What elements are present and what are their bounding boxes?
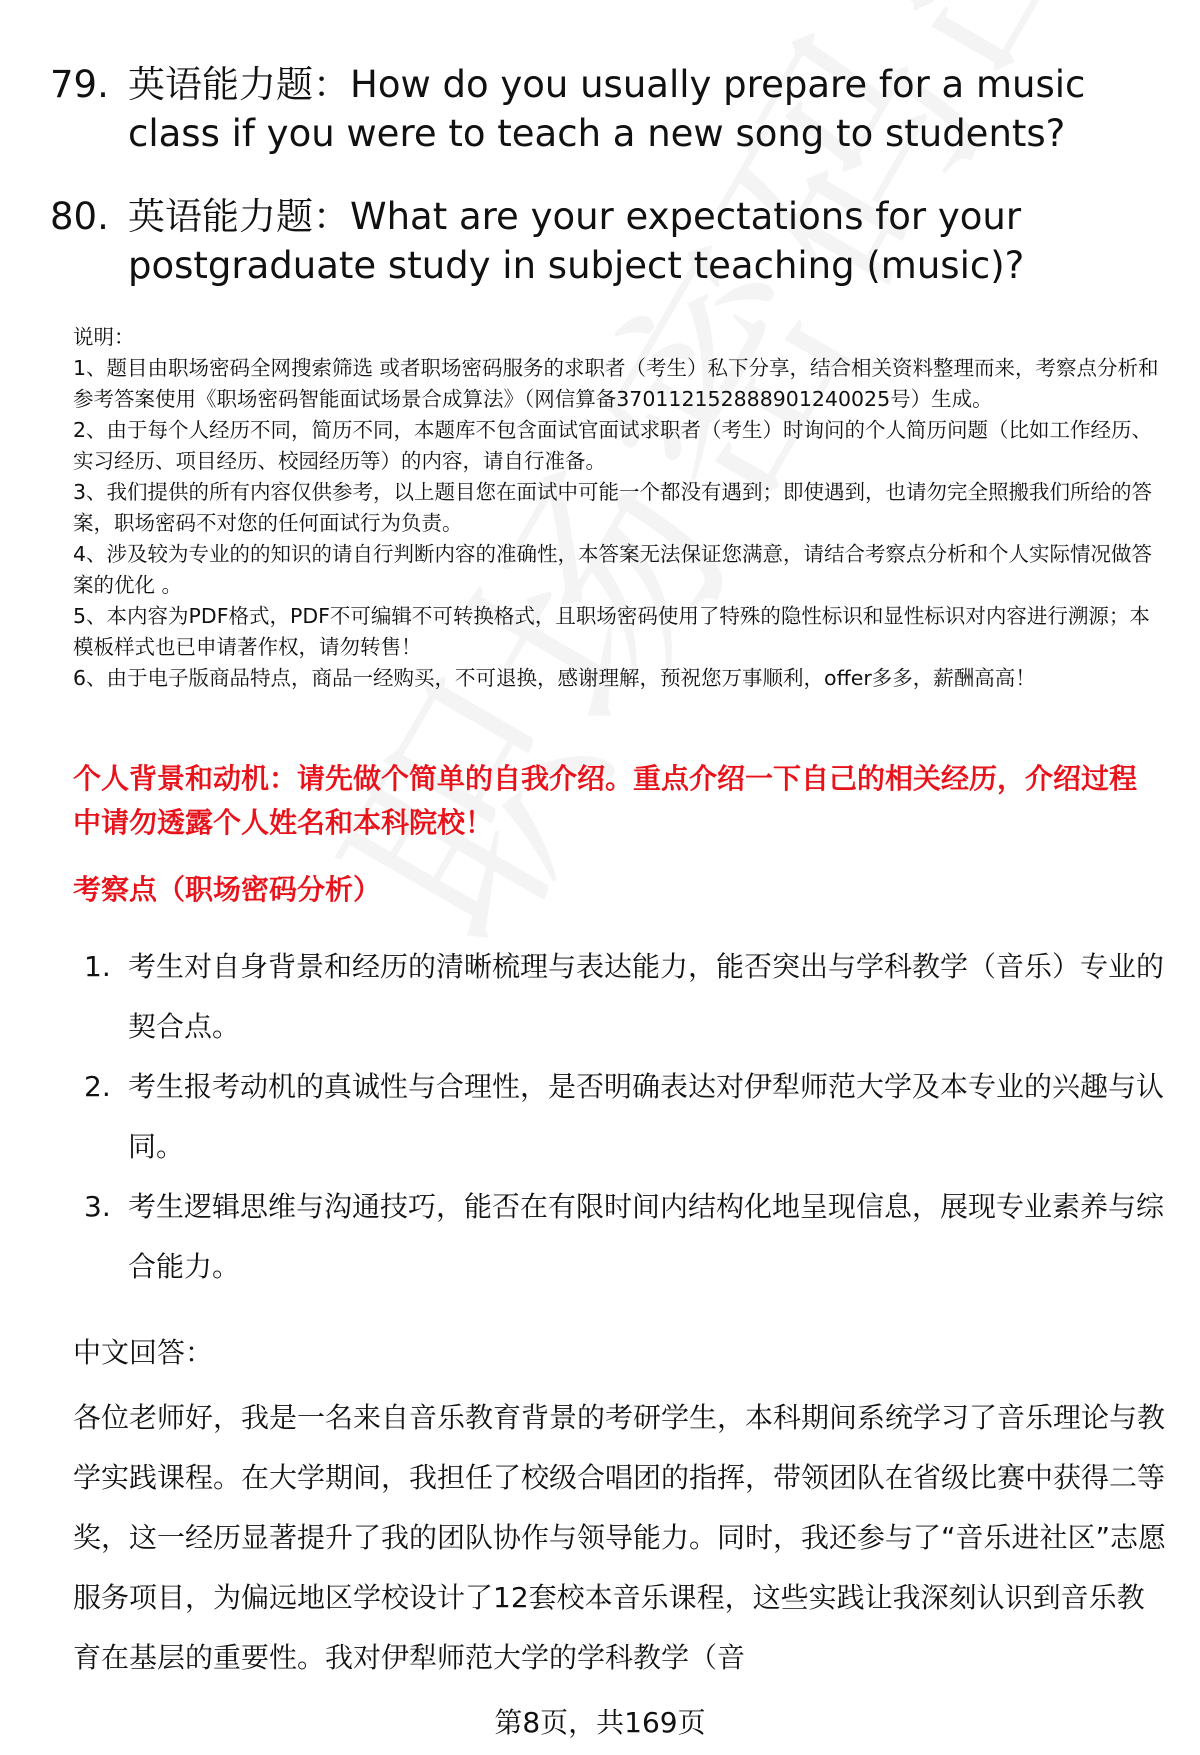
main-question: 个人背景和动机：请先做个简单的自我介绍。重点介绍一下自己的相关经历，介绍过程中请勿透露个人姓名和本科院校！ [73, 762, 1138, 839]
analysis-points [84, 937, 1174, 1297]
analysis-point [84, 1057, 1174, 1177]
notes-heading: 说明： [73, 325, 135, 349]
note-item: 4、涉及较为专业的的知识的请自行判断内容的准确性，本答案无法保证您满意，请结合考察点分析和个人实际情况做答案的优化 。 [73, 542, 1153, 597]
point-text: 考生报考动机的真诚性与合理性，是否明确表达对伊犁师范大学及本专业的兴趣与认同。 [128, 1070, 1165, 1163]
question-text: 英语能力题：What are your expectations for your postgraduate study in subject teaching (music)? [128, 195, 1025, 287]
point-number: 3. [84, 1190, 111, 1223]
question-number: 80. [50, 195, 109, 238]
note-item: 5、本内容为PDF格式，PDF不可编辑不可转换格式，且职场密码使用了特殊的隐性标识和显性标识对内容进行溯源；本模板样式也已申请著作权，请勿转售！ [73, 604, 1150, 659]
question-number: 79. [50, 63, 109, 106]
note-item: 2、由于每个人经历不同，简历不同，本题库不包含面试官面试求职者（考生）时询问的个人简历问题（比如工作经历、实习经历、项目经历、校园经历等）的内容，请自行准备。 [73, 418, 1153, 473]
answer-heading: 中文回答： [73, 1336, 214, 1369]
analysis-heading: 考察点（职场密码分析） [73, 873, 382, 906]
disclaimer-notes [73, 322, 1163, 694]
note-item: 1、题目由职场密码全网搜索筛选 或者职场密码服务的求职者（考生）私下分享，结合相关资料整理而来，考察点分析和参考答案使用《职场密码智能面试场景合成算法》（网信算备370112152888901240025号）生成。 [73, 356, 1159, 411]
answer-text: 各位老师好，我是一名来自音乐教育背景的考研学生，本科期间系统学习了音乐理论与教学实践课程。在大学期间，我担任了校级合唱团的指挥，带领团队在省级比赛中获得二等奖，这一经历显著提升了我的团队协作与领导能力。同时，我还参与了“音乐进社区”志愿服务项目，为偏远地区学校设计了12套校本音乐课程，这些实践让我深刻认识到音乐教育在基层的重要性。我对伊犁师范大学的学科教学（音 [73, 1401, 1167, 1674]
analysis-point [84, 1177, 1174, 1297]
page-footer: 第8页，共169页 [494, 1706, 706, 1739]
point-number: 1. [84, 950, 111, 983]
note-item: 6、由于电子版商品特点，商品一经购买，不可退换，感谢理解，预祝您万事顺利，offer多多，薪酬高高！ [73, 666, 1036, 690]
point-text: 考生逻辑思维与沟通技巧，能否在有限时间内结构化地呈现信息，展现专业素养与综合能力。 [128, 1190, 1165, 1283]
note-item: 3、我们提供的所有内容仅供参考，以上题目您在面试中可能一个都没有遇到；即使遇到，也请勿完全照搬我们所给的答案，职场密码不对您的任何面试行为负责。 [73, 480, 1153, 535]
analysis-point [84, 937, 1174, 1057]
question-text: 英语能力题：How do you usually prepare for a music class if you were to teach a new song to students? [128, 63, 1086, 155]
point-number: 2. [84, 1070, 111, 1103]
point-text: 考生对自身背景和经历的清晰梳理与表达能力，能否突出与学科教学（音乐）专业的契合点。 [128, 950, 1165, 1043]
